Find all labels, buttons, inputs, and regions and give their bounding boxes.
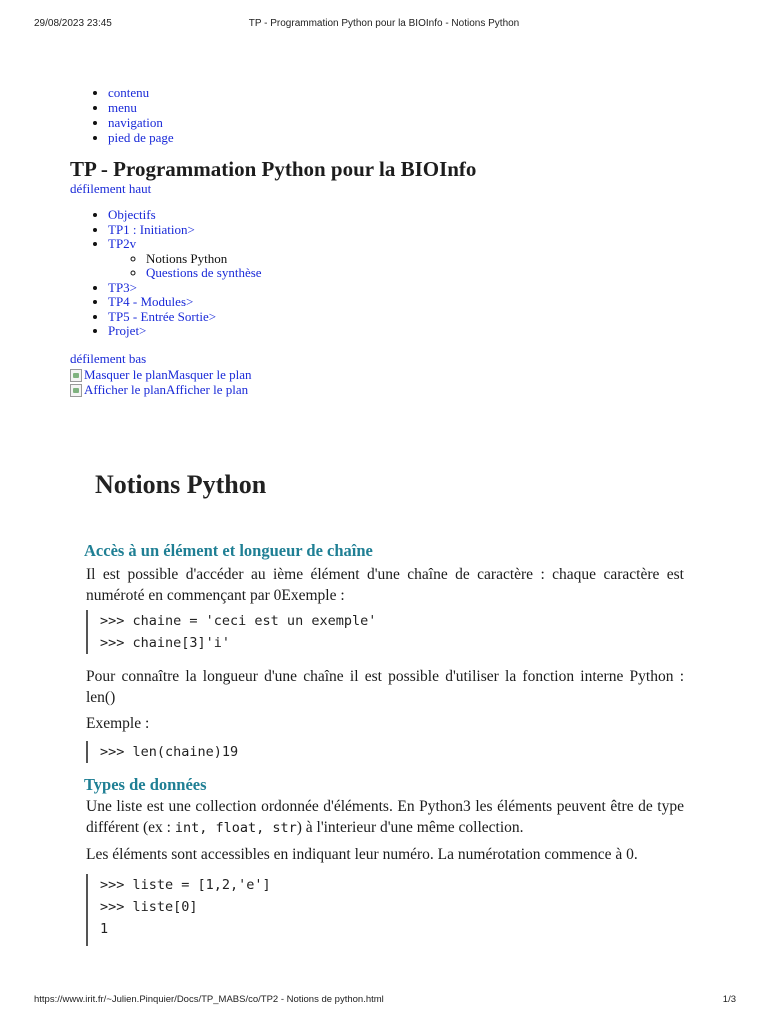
code-block-chaine (86, 610, 376, 654)
show-plan-label: Afficher le planAfficher le plan (84, 382, 249, 397)
scroll-top-link[interactable]: défilement haut (70, 181, 152, 196)
plan-item-tp3[interactable]: TP3> (108, 279, 138, 295)
broken-image-icon (70, 369, 82, 382)
code-block-len (86, 741, 238, 763)
section2-paragraph-1: Une liste est une collection ordonnée d'éléments. En Python3 les éléments peuvent être de type différent (ex : int, float, str) à l'interieur d'une même collection. (86, 798, 684, 836)
code-block-liste (86, 874, 271, 946)
code-line: >>> liste[0] (100, 899, 198, 915)
code-line: 1 (100, 921, 109, 937)
plan-item-projet[interactable]: Projet> (108, 323, 147, 338)
skip-link-footer[interactable]: pied de page (108, 130, 174, 145)
print-url: https://www.irit.fr/~Julien.Pinquier/Docs/TP_MABS/co/TP2 - Notions de python.html (34, 994, 384, 1005)
code-line: >>> liste = [1,2,'e'] (100, 877, 271, 893)
print-page-number: 1/3 (722, 994, 736, 1005)
inline-code-types: int, float, str (174, 820, 297, 836)
hide-plan-label: Masquer le planMasquer le plan (84, 367, 252, 382)
print-header (0, 18, 768, 32)
section-heading-acces-element: Accès à un élément et longueur de chaîne (84, 541, 373, 560)
code-line: >>> len(chaine)19 (100, 744, 239, 760)
plan-item-tp1[interactable]: TP1 : Initiation> (108, 221, 195, 237)
hide-plan-link[interactable] (70, 367, 252, 383)
section-heading-types-donnees: Types de données (84, 775, 207, 794)
skip-link-navigation[interactable]: navigation (108, 115, 163, 130)
course-plan (0, 208, 262, 339)
section1-paragraph-2: Pour connaître la longueur d'une chaîne il est possible d'utiliser la fonction interne Python : len() (86, 668, 684, 706)
skip-link-contenu[interactable]: contenu (108, 85, 150, 100)
plan-item-tp2[interactable]: TP2v (108, 236, 137, 251)
show-plan-link[interactable] (70, 382, 248, 398)
skip-link-menu[interactable]: menu (108, 100, 137, 115)
broken-image-icon (70, 384, 82, 397)
section1-paragraph-1: Il est possible d'accéder au ième élément d'une chaîne de caractère : chaque caractère est numéroté en commençant par 0Exemple : (86, 566, 684, 604)
site-title: TP - Programmation Python pour la BIOInfo (70, 157, 477, 181)
content-title: Notions Python (95, 470, 267, 499)
skip-links (0, 85, 174, 145)
scroll-bottom-link[interactable]: défilement bas (70, 351, 147, 366)
print-page-title: TP - Programmation Python pour la BIOInfo - Notions Python (248, 18, 520, 29)
section2-paragraph-2: Les éléments sont accessibles en indiquant leur numéro. La numérotation commence à 0. (86, 846, 638, 863)
section1-paragraph-3: Exemple : (86, 715, 150, 732)
plan-item-tp5[interactable]: TP5 - Entrée Sortie> (108, 308, 217, 324)
plan-item-objectifs[interactable]: Objectifs (108, 207, 156, 222)
print-footer (0, 994, 768, 1008)
code-line: >>> chaine = 'ceci est un exemple' (100, 613, 377, 629)
plan-subitem-notions-python: Notions Python (146, 250, 228, 266)
plan-subitem-questions[interactable]: Questions de synthèse (146, 265, 262, 280)
plan-item-tp4[interactable]: TP4 - Modules> (108, 294, 194, 309)
code-line: >>> chaine[3]'i' (100, 635, 231, 651)
print-date: 29/08/2023 23:45 (34, 18, 112, 29)
